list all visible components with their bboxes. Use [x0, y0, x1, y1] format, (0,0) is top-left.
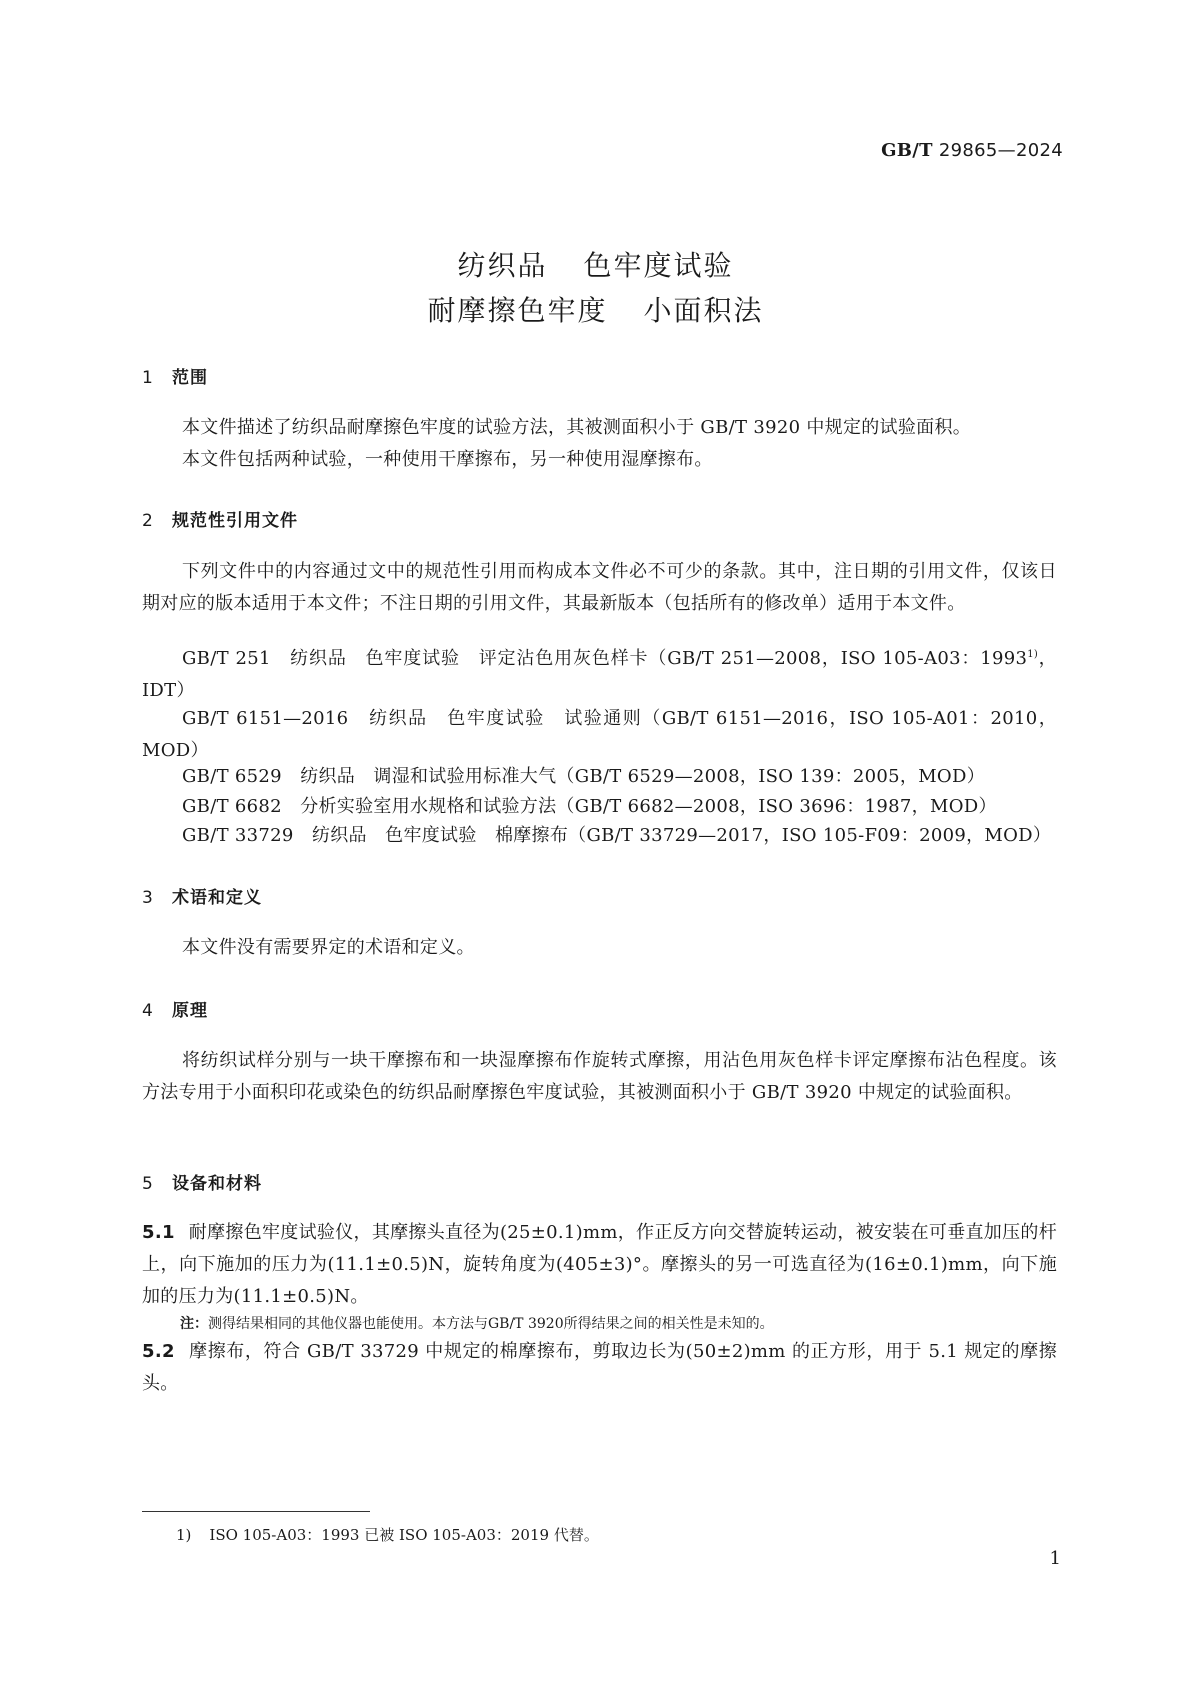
note-label: 注：	[180, 1316, 208, 1332]
references-intro: 下列文件中的内容通过文中的规范性引用而构成本文件必不可少的条款。其中，注日期的引用文件，仅该日期对应的版本适用于本文件；不注日期的引用文件，其最新版本（包括所有的修改单）适用于本文件。	[142, 561, 1057, 614]
clause-5-1	[142, 1217, 1057, 1313]
terms-paragraph: 本文件没有需要界定的术语和定义。	[182, 937, 475, 958]
section-heading-normative-references	[142, 506, 298, 531]
reference-item: GB/T 33729 纺织品 色牢度试验 棉摩擦布（GB/T 33729—2017，ISO 105-F09：2009，MOD）	[182, 825, 1052, 846]
note	[180, 1313, 1060, 1335]
title-part: 纺织品	[457, 249, 548, 282]
page-number: 1	[1049, 1548, 1061, 1569]
footnote	[176, 1524, 599, 1545]
standard-number	[881, 140, 1063, 161]
section-number: 3	[142, 888, 154, 908]
section-number: 1	[142, 368, 154, 388]
section-number: 5	[142, 1174, 154, 1194]
footnote-text: ISO 105-A03：1993 已被 ISO 105-A03：2019 代替。	[209, 1526, 599, 1544]
note-text: 测得结果相同的其他仪器也能使用。本方法与GB/T 3920所得结果之间的相关性是未知的。	[208, 1316, 774, 1332]
section-heading-apparatus	[142, 1169, 262, 1194]
section-number: 4	[142, 1001, 154, 1021]
section-title: 范围	[172, 368, 208, 388]
section-heading-principle	[142, 996, 208, 1021]
reference-item: GB/T 6151—2016 纺织品 色牢度试验 试验通则（GB/T 6151—2016，ISO 105-A01：2010，MOD）	[142, 708, 1057, 761]
title-line-2	[0, 289, 1191, 329]
section-title: 原理	[172, 1001, 208, 1021]
title-part: 耐摩擦色牢度	[427, 294, 608, 327]
clause-5-2	[142, 1336, 1057, 1400]
standard-code: 29865—2024	[938, 140, 1063, 161]
title-part: 小面积法	[643, 294, 764, 327]
section-heading-scope	[142, 363, 208, 388]
scope-paragraph-1: 本文件描述了纺织品耐摩擦色牢度的试验方法，其被测面积小于 GB/T 3920 中规定的试验面积。	[182, 417, 972, 438]
reference-item: GB/T 6682 分析实验室用水规格和试验方法（GB/T 6682—2008，ISO 3696：1987，MOD）	[182, 796, 997, 817]
standard-prefix: GB/T	[881, 140, 933, 161]
footnote-divider	[142, 1511, 370, 1512]
section-number: 2	[142, 511, 154, 531]
clause-number: 5.1	[142, 1222, 175, 1243]
title-line-1	[0, 244, 1191, 284]
reference-item: GB/T 6529 纺织品 调湿和试验用标准大气（GB/T 6529—2008，ISO 139：2005，MOD）	[182, 766, 986, 787]
clause-number: 5.2	[142, 1341, 175, 1362]
scope-paragraph-2: 本文件包括两种试验，一种使用干摩擦布，另一种使用湿摩擦布。	[182, 449, 713, 470]
footnote-mark: 1)	[176, 1526, 192, 1544]
clause-text: 耐摩擦色牢度试验仪，其摩擦头直径为(25±0.1)mm，作正反方向交替旋转运动，被安装在可垂直加压的杆上，向下施加的压力为(11.1±0.5)N，旋转角度为(405±3)°。摩擦头的另一可选直径为(16±0.1)mm，向下施加的压力为(11.1±0.5)N。	[142, 1222, 1057, 1307]
principle-paragraph: 将纺织试样分别与一块干摩擦布和一块湿摩擦布作旋转式摩擦，用沾色用灰色样卡评定摩擦布沾色程度。该方法专用于小面积印花或染色的纺织品耐摩擦色牢度试验，其被测面积小于 GB/T 3920 中规定的试验面积。	[142, 1050, 1057, 1103]
title-part: 色牢度试验	[583, 249, 734, 282]
reference-text: GB/T 251 纺织品 色牢度试验 评定沾色用灰色样卡（GB/T 251—2008，ISO 105-A03：1993	[182, 648, 1028, 669]
reference-item	[142, 643, 1057, 707]
clause-text: 摩擦布，符合 GB/T 33729 中规定的棉摩擦布，剪取边长为(50±2)mm 的正方形，用于 5.1 规定的摩擦头。	[142, 1341, 1057, 1394]
footnote-marker: 1)	[1027, 649, 1039, 660]
section-heading-terms	[142, 883, 262, 908]
reference-text: ，IDT）	[142, 648, 1057, 701]
section-title: 规范性引用文件	[172, 511, 298, 531]
section-title: 术语和定义	[172, 888, 262, 908]
section-title: 设备和材料	[172, 1174, 262, 1194]
